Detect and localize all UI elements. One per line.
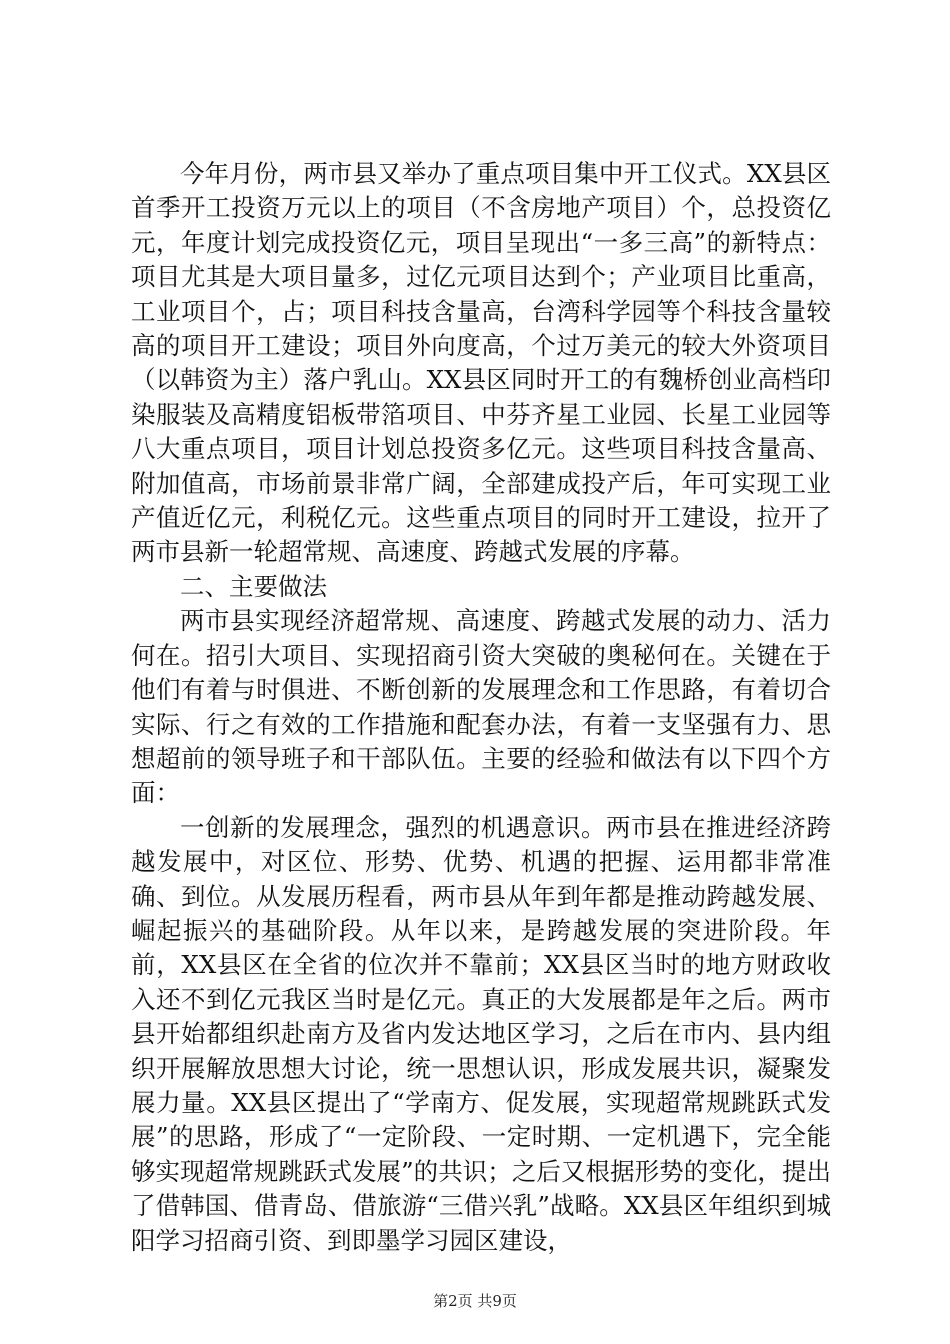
paragraph-project-launch: 今年月份，两市县又举办了重点项目集中开工仪式。XX县区首季开工投资万元以上的项目（不含房地产项目）个，总投资亿元，年度计划完成投资亿元，项目呈现出“一多三高”的新特点：项目尤其是大项目量多，过亿元项目达到个；产业项目比重高，工业项目个，占；项目科技含量高，台湾科学园等个科技含量较高的项目开工建设；项目外向度高，个过万美元的较大外资项目（以韩资为主）落户乳山。XX县区同时开工的有魏桥创业高档印染服装及高精度铝板带箔项目、中芬齐星工业园、长星工业园等八大重点项目，项目计划总投资多亿元。这些项目科技含量高、附加值高，市场前景非常广阔，全部建成投产后，年可实现工业产值近亿元，利税亿元。这些重点项目的同时开工建设，拉开了两市县新一轮超常规、高速度、跨越式发展的序幕。 <box>131 159 831 567</box>
page-footer: 第2页 共9页 <box>433 1292 517 1310</box>
paragraph-innovation-concept: 一创新的发展理念，强烈的机遇意识。两市县在推进经济跨越发展中，对区位、形势、优势、机遇的把握、运用都非常准确、到位。从发展历程看，两市县从年到年都是推动跨越发展、崛起振兴的基础阶段。从年以来，是跨越发展的突进阶段。年前，XX县区在全省的位次并不靠前；XX县区当时的地方财政收入还不到亿元我区当时是亿元。真正的大发展都是年之后。两市县开始都组织赴南方及省内发达地区学习，之后在市内、县内组织开展解放思想大讨论，统一思想认识，形成发展共识，凝聚发展力量。XX县区提出了“学南方、促发展，实现超常规跳跃式发展”的思路，形成了“一定阶段、一定时期、一定机遇下，完全能够实现超常规跳跃式发展”的共识；之后又根据形势的变化，提出了借韩国、借青岛、借旅游“三借兴乳”战略。XX县区年组织到城阳学习招商引资、到即墨学习园区建设， <box>131 812 831 1255</box>
paragraph-driving-force: 两市县实现经济超常规、高速度、跨越式发展的动力、活力何在。招引大项目、实现招商引资大突破的奥秘何在。关键在于他们有着与时俱进、不断创新的发展理念和工作思路，有着切合实际、行之有效的工作措施和配套办法，有着一支坚强有力、思想超前的领导班子和干部队伍。主要的经验和做法有以下四个方面： <box>131 606 831 808</box>
section-heading-main-practices: 二、主要做法 <box>180 571 327 601</box>
document-body <box>131 157 831 1258</box>
